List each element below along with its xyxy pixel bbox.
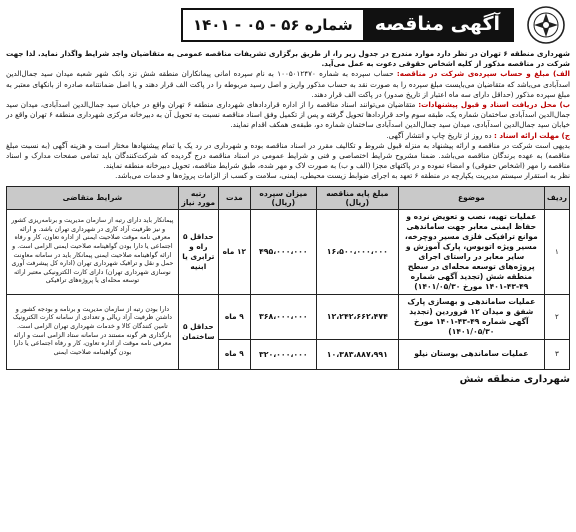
row-deposit: ۴۹۵،۰۰۰،۰۰۰ [250,209,316,294]
section-b-title: ب) محل دریافت اسناد و قبول پیشنهادات: [418,100,570,110]
body-rest: بدیهی است شرکت در مناقصه و ارائه پیشنهاد به منزله قبول شروط و تکالیف مقرر در اسناد مناقصه بوده و شهرداری در رد یک یا تمام پیشنهادها مختار است و هزینه آگهی (به نسبت مبلغ مناقصه) به عهده برندگان مناقصه می‌باشد. ضمنا مشروح شرایط اختصاصی و فنی و شرایط عمومی در اسناد مناقصه درج گردیده که شرکت‌کنندگان باید تمامی صفحات مدارک و اسناد مناقصه را مهر (اشخاص حقوقی) و امضاء نموده و در پاکتهای مجزا (الف و ب) به صورت لاک و مهر شده، طبق شرایط مناقصه، تحویل دبیرخانه منطقه نمایند. [6,140,570,171]
section-c [6,131,570,141]
section-c-title: ج) مهلت ارائه اسناد : [493,130,570,140]
section-a-title: الف) مبلغ و حساب سپرده‌ی شرکت در مناقصه: [396,69,570,79]
row-subject: عملیات تهیه، نصب و تعویض نرده و حفاظ ایمنی معابر جهت ساماندهی موانع ترافیکی فلزی مسیر دوچرخه، مسیر ویژه اتوبوس، پارک آموزش و سایر معابر در راستای اجرای پروژه‌های توسعه محله‌ای در سطح منطقه شش (تجدید آگهی شماره ۴۹-۴۳-۱۴۰۱ مورخ ۱۴۰۱/۰۵/۳۰) [398,209,544,294]
header-duration: مدت [218,186,250,209]
header-subject: موضوع [398,186,544,209]
header-conditions: شرایط متقاضی [7,186,179,209]
row-base-amount: ۱۶،۵۰۰،۰۰۰،۰۰۰ [316,209,398,294]
tehran-municipality-logo [522,4,570,46]
row-deposit: ۳۲۰،۰۰۰،۰۰۰ [250,339,316,369]
title-box [181,8,514,42]
ad-title: آگهی مناقصه [363,10,512,40]
section-b [6,100,570,131]
tender-table [6,186,570,370]
ad-number: شماره ۵۶ - ۰۵ - ۱۴۰۱ [192,16,353,34]
table-row [7,209,570,294]
footer-signature: شهرداری منطقه شش [459,373,570,385]
row-number: ۳ [544,339,569,369]
header-grade: رتبه مورد نیاز [178,186,218,209]
body-last: نظر به استقرار سیستم مدیریت یکپارچه در منطقه ۶ تعهد به اجرای ضوابط زیست محیطی، ایمنی، سلامت و کسب از الزامات پروژه‌ها و خدمات می‌باشد. [115,171,570,181]
row-conditions: دارا بودن رتبه از سازمان مدیریت و برنامه و بودجه کشور و داشتن ظرفیت آزاد ریالی و تعدادی از سامانه کارت الکترونیک تامین کنندگان کالا و خدمات شهرداری تهران الزامی است. بارگذاری هر گونه مستند در سامانه ستاد الزامی است و ارائه معرفی نامه موقت از اداره تعاون، کار و رفاه اجتماعی یا دارا بودن گواهینامه صلاحیت ایمنی [7,294,179,369]
row-duration: ۹ ماه [218,294,250,339]
row-base-amount: ۱۲،۲۴۲،۶۶۲،۴۷۴ [316,294,398,339]
row-subject: عملیات ساماندهی و بهسازی پارک شفق و میدان ۱۲ فروردین (تجدید آگهی شماره ۴۹-۴۳-۱۴۰۱ مورخ ۱۴۰۱/۰۵/۳۰) [398,294,544,339]
header-row-no: ردیف [544,186,569,209]
header-deposit: میزان سپرده (ریال) [250,186,316,209]
row-subject: عملیات ساماندهی بوستان نیلو [398,339,544,369]
row-number: ۱ [544,209,569,294]
row-grade: حداقل ۵ ساختمان [178,294,218,369]
logo-icon [526,5,566,45]
row-deposit: ۳۶۸،۰۰۰،۰۰۰ [250,294,316,339]
section-b-text: متقاضیان می‌توانند اسناد مناقصه را از اداره قراردادهای شهرداری منطقه ۶ تهران واقع در خیابان سید جمال‌الدین اسدآبادی، میدان سید جمال‌الدین اسدآبادی ساختمان شماره یک، طبقه سوم واحد قراردادها تحویل گرفته و پس از تکمیل وفق اسناد مناقصه نسبت به تحویل آن به دبیرخانه مرکزی شهرداری منطقه ۶ تهران واقع در خیابان سید جمال‌الدین اسدآبادی، میدان سید جمال‌الدین اسدآبادی ساختمان شماره دو، طبقه‌ی همکف اقدام نمایند. [6,100,571,130]
section-c-text: ده روز از تاریخ چاپ و انتشار آگهی. [386,130,492,140]
ad-body [6,49,570,182]
header-base-amount: مبلغ پایه مناقصه (ریال) [316,186,398,209]
row-number: ۲ [544,294,569,339]
row-conditions: پیمانکار باید دارای رتبه از سازمان مدیریت و برنامه‌ریزی کشور و نیز ظرفیت آزاد کاری در شهرداری تهران باشد. و ارائه معرفی نامه موقت صلاحیت ایمنی از اداره تعاون، کار و رفاه اجتماعی یا دارا بودن گواهینامه صلاحیت ایمنی الزامی است. و ارائه گواهینامه صلاحیت ایمنی پیمانکار باید در سامانه معاونت حمل و نقل و ترافیک شهرداری تهران (اداره کل پیشرفت آوری نوسازی شهرداری تهران) دارای کارت الکترونیکی معتبر ارائه توسعه محله‌ای یا پروژه‌های ترافیکی [7,209,179,294]
intro-paragraph [6,49,570,69]
section-a [6,69,570,100]
row-grade: حداقل ۵ راه و ترابری یا ابنیه [178,209,218,294]
table-row [7,294,570,339]
row-duration: ۹ ماه [218,339,250,369]
section-a-text: حساب سپرده به شماره ۱۰۰۵۰۱۲۴۷۰ به نام سپرده امانی پیمانکاران منطقه شش نزد بانک شهر شعبه میدان سید جمال‌الدین اسدآبادی می‌باشد که متقاضیان می‌بایست مبلغ سپرده را به صورت نقد به حساب مذکور واریز و اصل رسید مربوطه را در پاکت الف قرار دهند و یا اصل ضمانتنامه صادره از بانکهای معتبر به مبلغ سپرده مذکور (حداقل دارای سه ماه اعتبار از تاریخ صدور) در پاکت الف قرار دهند. [6,69,570,99]
intro-text: شهرداری منطقه ۶ تهران در نظر دارد موارد مندرج در جدول زیر را، از طریق برگزاری تشریفات مناقصه عمومی به متقاضیان واجد شرایط واگذار نماید. لذا جهت شرکت در مناقصه مذکور از کلیه اشخاص حقوقی دعوت به عمل می‌آید. [6,49,570,69]
row-base-amount: ۱۰،۳۸۳،۸۸۷،۹۹۱ [316,339,398,369]
row-duration: ۱۲ ماه [218,209,250,294]
table-header-row [7,186,570,209]
ad-header [6,4,570,46]
